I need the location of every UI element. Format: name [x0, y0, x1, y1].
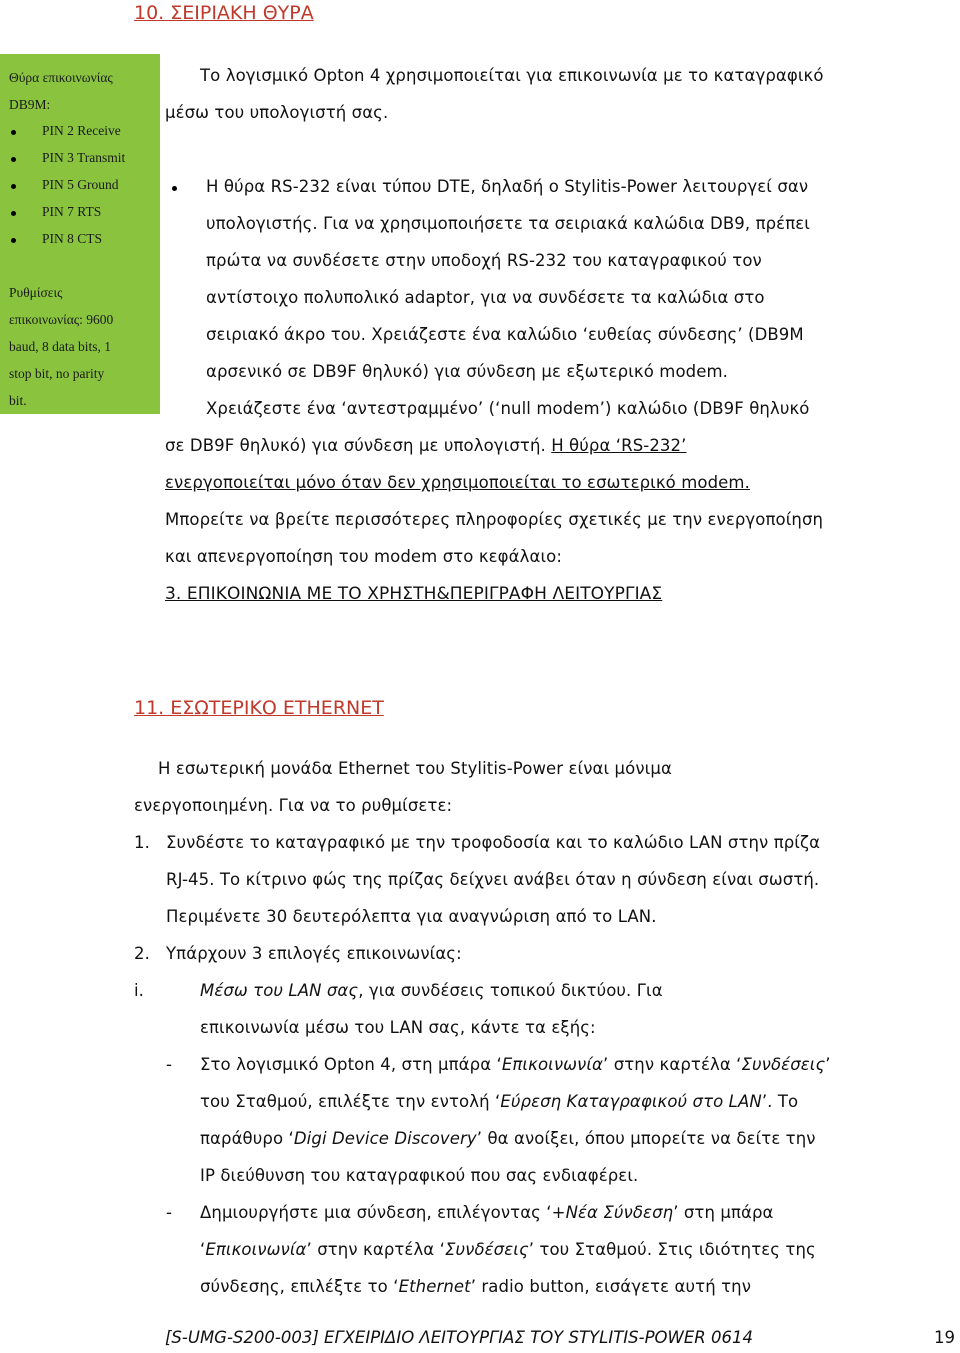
bullet-paragraph-line: αντίστοιχο πολυπολικό adaptor, για να συνδέσετε τα καλώδια στο [206, 288, 765, 307]
dash-marker: - [166, 1203, 173, 1222]
italic-term: Μέσω του LAN σας [200, 981, 359, 1000]
bullet-icon [172, 186, 177, 191]
section-11-intro: Η εσωτερική μονάδα Ethernet του Stylitis-Power είναι μόνιμα [158, 759, 672, 778]
sidebar-settings-line3: baud, 8 data bits, 1 [9, 339, 111, 354]
plain-text: ’ στη μπάρα [673, 1203, 774, 1222]
step-number: 2. [134, 944, 150, 963]
dash-1-text [200, 1092, 798, 1111]
sidebar-pin: PIN 5 Ground [42, 177, 119, 192]
bullet-icon [11, 238, 16, 243]
italic-term: Digi Device Discovery [293, 1129, 477, 1148]
plain-text: ’ στην καρτέλα ‘ [603, 1055, 742, 1074]
italic-term: Επικοινωνία [205, 1240, 307, 1259]
option-number: i. [134, 981, 145, 1000]
italic-term: Νέα Σύνδεση [565, 1203, 674, 1222]
bullet-paragraph-line: πρώτα να συνδέσετε στην υποδοχή RS-232 του καταγραφικού τον [206, 251, 762, 270]
plain-text: ’ radio button, εισάγετε αυτή την [470, 1277, 752, 1296]
step-1-text: Περιμένετε 30 δευτερόλεπτα για αναγνώριση από το LAN. [166, 907, 657, 926]
null-modem-paragraph [165, 436, 686, 455]
sidebar-pin: PIN 3 Transmit [42, 150, 126, 165]
bullet-paragraph-line: σειριακό άκρο του. Χρειάζεστε ένα καλώδιο ‘ευθείας σύνδεσης’ (DB9M [206, 325, 804, 344]
step-1-text: Συνδέστε το καταγραφικό με την τροφοδοσία και το καλώδιο LAN στην πρίζα [166, 833, 821, 852]
plain-text: σε DB9F θηλυκό) για σύνδεση με υπολογιστή. [165, 436, 552, 455]
italic-term: Συνδέσεις [741, 1055, 826, 1074]
dash-1-text [200, 1129, 816, 1148]
bullet-icon [11, 211, 16, 216]
step-number: 1. [134, 833, 150, 852]
section-10-heading: 10. ΣΕΙΡΙΑΚΗ ΘΥΡΑ [134, 2, 314, 24]
plain-text: ’ στην καρτέλα ‘ [306, 1240, 445, 1259]
italic-term: Ethernet [398, 1277, 471, 1296]
dash-2-text [200, 1203, 774, 1222]
plain-text: σύνδεσης, επιλέξτε το ‘ [200, 1277, 399, 1296]
sidebar-title-line1: Θύρα επικοινωνίας [9, 70, 113, 85]
plain-text: του Σταθμού, επιλέξτε την εντολή ‘ [200, 1092, 501, 1111]
null-modem-paragraph: Χρειάζεστε ένα ‘αντεστραμμένο’ (‘null modem’) καλώδιο (DB9F θηλυκό [206, 399, 810, 418]
bullet-paragraph-line: Η θύρα RS-232 είναι τύπου DTE, δηλαδή ο Stylitis-Power λειτουργεί σαν [206, 177, 809, 196]
bullet-icon [11, 184, 16, 189]
section-11-heading: 11. ΕΣΩΤΕΡΙΚΟ ETHERNET [134, 697, 384, 719]
plain-text: ’ [825, 1055, 831, 1074]
sidebar-pin: PIN 2 Receive [42, 123, 121, 138]
bullet-icon [11, 157, 16, 162]
plain-text: ’ του Σταθμού. Στις ιδιότητες της [528, 1240, 816, 1259]
sidebar-settings-line1: Ρυθμίσεις [9, 285, 63, 300]
sidebar-settings-line4: stop bit, no parity [9, 366, 105, 381]
more-info-paragraph: Μπορείτε να βρείτε περισσότερες πληροφορίες σχετικές με την ενεργοποίηση [165, 510, 824, 529]
dash-1-text: IP διεύθυνση του καταγραφικού που σας ενδιαφέρει. [200, 1166, 639, 1185]
plain-text: , για συνδέσεις τοπικού δικτύου. Για [358, 981, 663, 1000]
plain-text: ’ θα ανοίξει, όπου μπορείτε να δείτε την [476, 1129, 816, 1148]
dash-2-text [200, 1277, 751, 1296]
chapter-link[interactable]: 3. ΕΠΙΚΟΙΝΩΝΙΑ ΜΕ ΤΟ ΧΡΗΣΤΗ&ΠΕΡΙΓΡΑΦΗ ΛΕΙΤΟΥΡΓΙΑΣ [165, 584, 663, 604]
plain-text: Στο λογισμικό Opton 4, στη μπάρα ‘ [200, 1055, 502, 1074]
step-2-text: Υπάρχουν 3 επιλογές επικοινωνίας: [166, 944, 462, 963]
plain-text: παράθυρο ‘ [200, 1129, 294, 1148]
sidebar-pin: PIN 7 RTS [42, 204, 102, 219]
plain-text: Δημιουργήστε μια σύνδεση, επιλέγοντας ‘+ [200, 1203, 566, 1222]
sidebar-settings-line2: επικοινωνίας: 9600 [9, 312, 114, 327]
step-1-text: RJ-45. Το κίτρινο φώς της πρίζας δείχνει ανάβει όταν η σύνδεση είναι σωστή. [166, 870, 820, 889]
sidebar-pin: PIN 8 CTS [42, 231, 103, 246]
plain-text: ’. Το [761, 1092, 799, 1111]
plain-text: ‘ [200, 1240, 206, 1259]
option-i-text: επικοινωνία μέσω του LAN σας, κάντε τα εξής: [200, 1018, 596, 1037]
bullet-paragraph-line: υπολογιστής. Για να χρησιμοποιήσετε τα σειριακά καλώδια DB9, πρέπει [206, 214, 810, 233]
option-i-text [200, 981, 663, 1000]
italic-term: Συνδέσεις [444, 1240, 529, 1259]
sidebar-settings-line5: bit. [9, 393, 27, 408]
bullet-paragraph-line: αρσενικό σε DB9F θηλυκό) για σύνδεση με εξωτερικό modem. [206, 362, 728, 381]
underlined-note: Η θύρα ‘RS-232’ [551, 436, 687, 455]
page-number: 19 [934, 1328, 955, 1347]
section-11-intro: ενεργοποιημένη. Για να το ρυθμίσετε: [134, 796, 453, 815]
bullet-icon [11, 130, 16, 135]
dash-2-text [200, 1240, 816, 1259]
underlined-note: ενεργοποιείται μόνο όταν δεν χρησιμοποιείται το εσωτερικό modem. [165, 473, 750, 492]
sidebar-title-line2: DB9M: [9, 97, 51, 112]
serial-port-sidebar [0, 54, 160, 414]
dash-marker: - [166, 1055, 173, 1074]
more-info-paragraph: και απενεργοποίηση του modem στο κεφάλαιο: [165, 547, 563, 566]
italic-term: Επικοινωνία [501, 1055, 604, 1074]
dash-1-text [200, 1055, 831, 1074]
section-10-intro: Το λογισμικό Opton 4 χρησιμοποιείται για επικοινωνία με το καταγραφικό [200, 66, 824, 85]
section-10-intro: μέσω του υπολογιστή σας. [165, 103, 389, 122]
footer-document-id: [S-UMG-S200-003] ΕΓΧΕΙΡΙΔΙΟ ΛΕΙΤΟΥΡΓΙΑΣ ΤΟΥ STYLITIS-POWER 0614 [165, 1328, 753, 1347]
italic-term: Εύρεση Καταγραφικού στο LAN [500, 1092, 762, 1111]
